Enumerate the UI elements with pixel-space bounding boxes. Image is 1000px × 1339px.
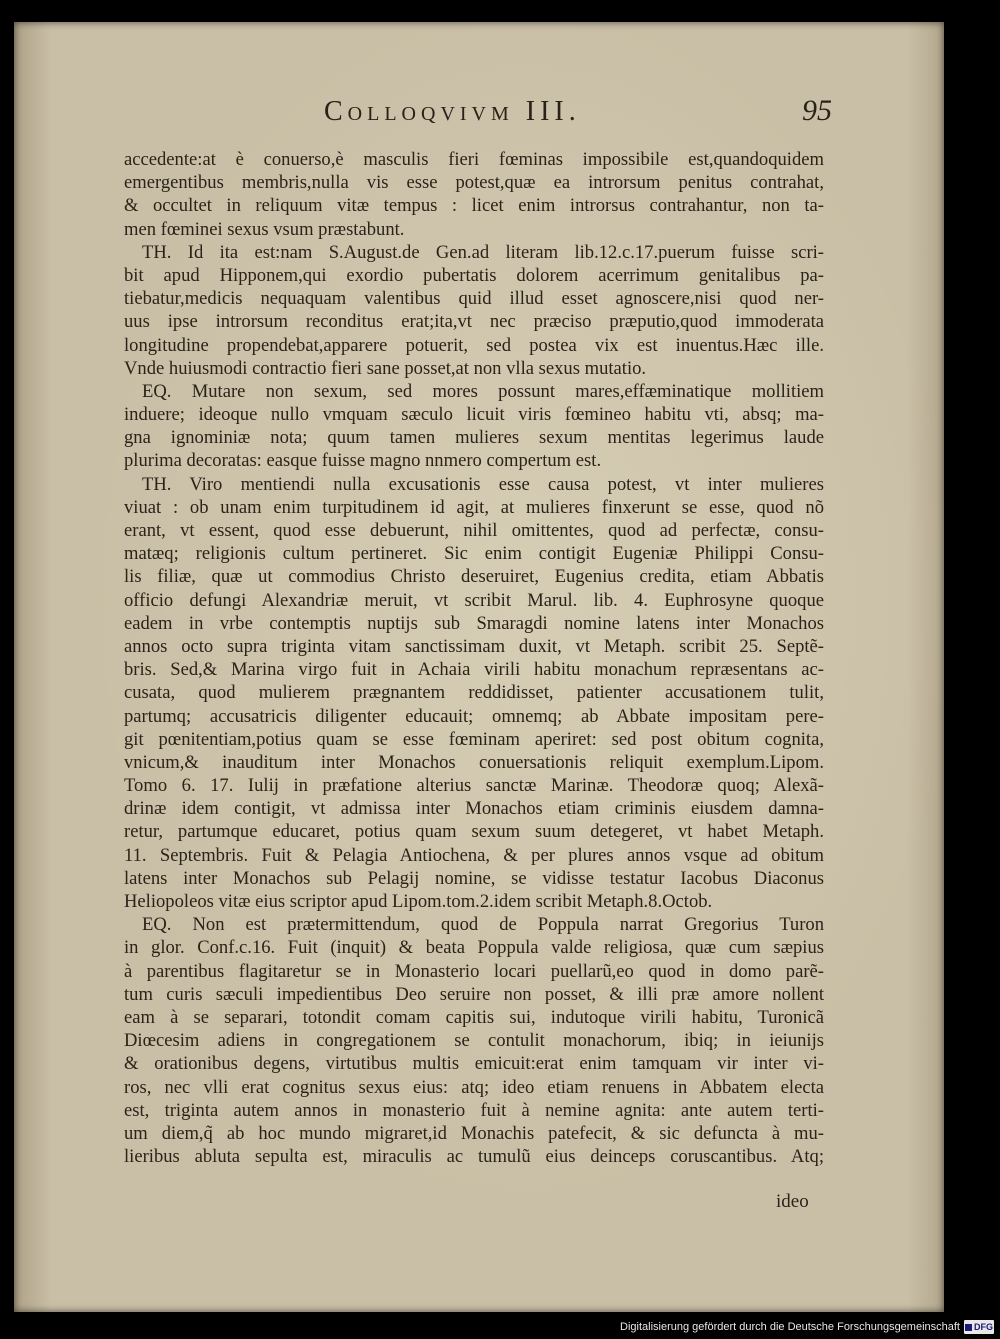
text-line: matæq; religionis cultum pertineret. Sic enim contigit Eugeniæ Philippi Consu- [124, 543, 824, 565]
text-line: viuat : ob unam enim turpitudinem id agit, at mulieres finxerunt se esse, quod nõ [124, 496, 824, 518]
text-line: Diœcesim adiens in congregationem se contulit monachorum, ibiq; in ieiunijs [124, 1030, 824, 1052]
footer-credit-text: Digitalisierung gefördert durch die Deutsche Forschungsgemeinschaft [620, 1321, 960, 1333]
text-line: à parentibus flagitaretur se in Monasterio locari puellarũ,eo quod in domo parẽ- [124, 960, 824, 982]
text-line: cusata, quod mulierem prægnantem reddidisset, patienter accusationem tulit, [124, 682, 824, 704]
text-line: bris. Sed,& Marina virgo fuit in Achaia virili habitu monachum repræsentans ac- [124, 659, 824, 681]
text-line: ros, nec vlli erat cognitus sexus eius: atq; ideo etiam renuens in Abbatem electa [124, 1076, 824, 1098]
dfg-logo [964, 1320, 994, 1334]
text-line: & occultet in reliquum vitæ tempus : licet enim introrsus contrahantur, non ta- [124, 195, 824, 217]
text-line: 11. Septembris. Fuit & Pelagia Antiochena, & per plures annos vsque ad obitum [124, 844, 824, 866]
text-line: EQ. Mutare non sexum, sed mores possunt mares,effæminatique mollitiem [142, 380, 824, 402]
body-text [124, 148, 824, 1168]
page-header [314, 92, 832, 132]
text-line: Heliopoleos vitæ eius scriptor apud Lipom.tom.2.idem scribit Metaph.8.Octob. [124, 891, 713, 912]
text-line: um diem,q̃ ab hoc mundo migraret,id Monachis patefecit, & sic defuncta à mu- [124, 1122, 824, 1144]
text-line: induere; ideoque nullo vmquam sæculo licuit viris fœmineo habitu vti, absq; ma- [124, 404, 824, 426]
running-head: Colloqvivm III. [324, 96, 581, 127]
text-line: Tomo 6. 17. Iulij in præfatione alterius sanctæ Marinæ. Theodoræ quoq; Alexã- [124, 775, 824, 797]
text-line: lis filiæ, quæ ut commodius Christo deseruiret, Eugenius credita, etiam Abbatis [124, 566, 824, 588]
text-line: gna ignominiæ nota; quum tamen mulieres sexum mentitas legerimus laude [124, 427, 824, 449]
text-line: drinæ idem contigit, vt admissa inter Monachos etiam criminis eiusdem damna- [124, 798, 824, 820]
text-line: Vnde huiusmodi contractio fieri sane posset,at non vlla sexus mutatio. [124, 357, 647, 379]
text-line: latens inter Monachos sub Pelagij nomine, se vidisse testatur Iacobus Diaconus [124, 867, 824, 889]
text-line: longitudine propendebat,apparere potuerit, sed postea vix est inuentus.Hæc ille. [124, 334, 824, 356]
text-line: TH. Viro mentiendi nulla excusationis esse causa potest, vt inter mulieres [142, 473, 824, 495]
catchword: ideo [776, 1191, 809, 1212]
page-number: 95 [802, 94, 832, 127]
text-line: git pœnitentiam,potius quam se esse fœminam aperiret: sed post obitum cognita, [124, 728, 824, 750]
text-line: & orationibus degens, virtutibus multis emicuit:erat enim tamquam vir inter vi- [124, 1053, 824, 1075]
text-line: TH. Id ita est:nam S.August.de Gen.ad literam lib.12.c.17.puerum fuisse scri- [142, 241, 824, 263]
text-line: vnicum,& inauditum inter Monachos conuersationis reliquit exemplum.Lipom. [124, 751, 824, 773]
text-line: emergentibus membris,nulla vis esse potest,quæ ea introrsum penitus contrahat, [124, 172, 824, 194]
scanned-page [14, 22, 944, 1312]
text-line: plurima decoratas: easque fuisse magno nnmero compertum est. [124, 450, 602, 472]
text-line: partumq; accusatricis diligenter educauit; omnemq; ab Abbate impositam pere- [124, 705, 824, 727]
text-line: men fœminei sexus vsum præstabunt. [124, 218, 405, 240]
footer-credit [600, 1318, 1000, 1336]
text-line: tum curis sæculi impedientibus Deo seruire non posset, & illi præ amore nollent [124, 983, 824, 1005]
dfg-logo-text: DFG [974, 1322, 993, 1332]
text-line: accedente:at è conuerso,è masculis fieri fœminas impossibile est,quandoquidem [124, 149, 824, 170]
text-line: in glor. Conf.c.16. Fuit (inquit) & beata Poppula valde religiosa, quæ cum sæpius [124, 937, 824, 959]
text-line: uus ipse introrsum reconditus erat;ita,vt nec præciso præputio,quod immoderata [124, 311, 824, 333]
text-line: tiebatur,medicis nequaquam valentibus quid illud esset agnoscere,nisi quod ner- [124, 288, 824, 310]
text-line: officio defungi Alexandriæ meruit, vt scribit Marul. lib. 4. Euphrosyne quoque [124, 589, 824, 611]
text-line: retur, partumque educaret, potius quam sexum suum detegeret, vt habet Metaph. [124, 821, 824, 843]
text-line: erant, vt essent, quod esse debuerunt, nihil omittentes, quod ad perfectæ, consu- [124, 520, 824, 541]
text-line: annos octo supra triginta vitam sanctissimam duxit, vt Metaph. scribit 25. Septẽ- [124, 635, 824, 657]
text-line: eam à se separari, totondit comam capitis sui, indutoque virili habitu, Turonicã [124, 1006, 824, 1028]
text-line: EQ. Non est prætermittendum, quod de Poppula narrat Gregorius Turon [142, 914, 824, 936]
dfg-logo-mark [965, 1324, 972, 1331]
text-line: bit apud Hipponem,qui exordio pubertatis dolorem acerrimum genitalibus pa- [124, 264, 824, 286]
text-line: eadem in vrbe contemptis nuptijs sub Smaragdi nomine latens inter Monachos [124, 612, 824, 634]
text-line: est, triginta autem annos in monasterio fuit à nemine agnita: ante autem terti- [124, 1099, 824, 1121]
text-line: lieribus abluta sepulta est, miraculis ac tumulũ eius deinceps coruscantibus. Atq; [124, 1146, 824, 1168]
